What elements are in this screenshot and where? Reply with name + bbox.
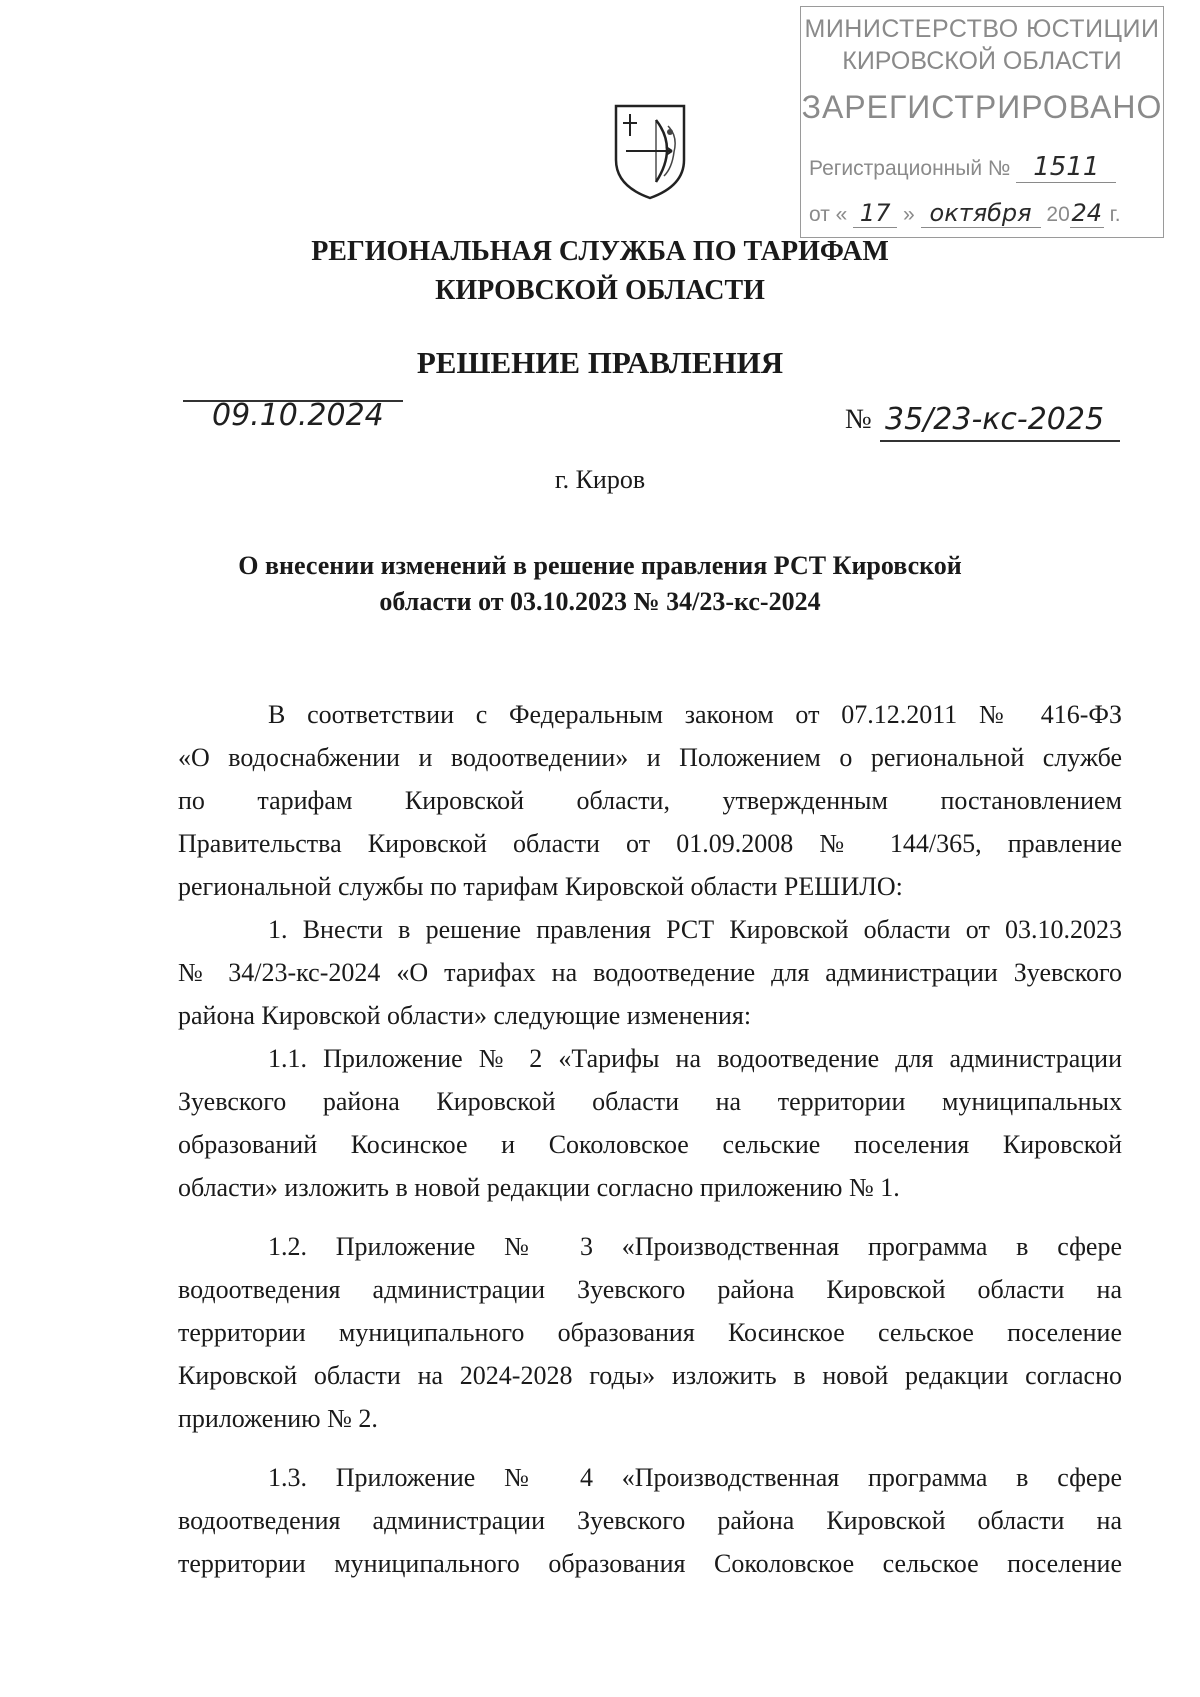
text-line: территории муниципального образования Косинское сельское поселение	[178, 1318, 1122, 1347]
text-line: 1.2. Приложение № 3 «Производственная программа в сфере	[268, 1232, 1122, 1261]
stamp-registration-number-row	[809, 152, 1116, 183]
paragraph-item-1-2	[178, 1225, 1122, 1440]
decision-date: 09.10.2024	[212, 398, 384, 433]
coat-of-arms-icon	[612, 102, 688, 202]
text-line: по тарифам Кировской области, утвержденным постановлением	[178, 786, 1122, 815]
stamp-date-year: 24	[1071, 199, 1103, 227]
text-line: водоотведения администрации Зуевского района Кировской области на	[178, 1506, 1122, 1535]
org-name-line-1: РЕГИОНАЛЬНАЯ СЛУЖБА ПО ТАРИФАМ	[311, 236, 889, 267]
stamp-date-prefix: от «	[809, 203, 848, 226]
text-line: «О водоснабжении и водоотведении» и Положением о региональной службе	[178, 743, 1122, 772]
org-name-line-2: КИРОВСКОЙ ОБЛАСТИ	[435, 275, 765, 306]
stamp-date-row	[809, 199, 1121, 228]
stamp-reg-number: 1511	[1016, 152, 1116, 183]
text-line: образований Косинское и Соколовское сельские поселения Кировской	[178, 1130, 1122, 1159]
number-underline	[880, 440, 1120, 442]
text-line: приложению № 2.	[178, 1404, 378, 1433]
subject-line-1: О внесении изменений в решение правления РСТ Кировской	[238, 551, 962, 580]
stamp-date-mid: »	[903, 203, 915, 226]
text-line: Кировской области на 2024-2028 годы» изложить в новой редакции согласно	[178, 1361, 1122, 1390]
stamp-date-day: 17	[853, 199, 897, 228]
text-line: территории муниципального образования Соколовское сельское поселение	[178, 1549, 1122, 1578]
text-line: водоотведения администрации Зуевского района Кировской области на	[178, 1275, 1122, 1304]
text-line: области» изложить в новой редакции согласно приложению № 1.	[178, 1173, 900, 1202]
number-sign: №	[845, 404, 872, 435]
text-line: района Кировской области» следующие изменения:	[178, 1001, 752, 1030]
paragraph-item-1	[178, 908, 1122, 1037]
decision-number: 35/23-кс-2025	[885, 402, 1105, 437]
paragraph-item-1-3	[178, 1456, 1122, 1585]
subject-line-2: области от 03.10.2023 № 34/23-кс-2024	[379, 587, 821, 616]
text-line: 1. Внести в решение правления РСТ Кировской области от 03.10.2023	[268, 915, 1122, 944]
registration-stamp	[800, 6, 1164, 238]
stamp-reg-label: Регистрационный №	[809, 157, 1011, 180]
city-name: г. Киров	[554, 465, 646, 494]
document-subject	[0, 548, 1200, 620]
stamp-region-line: КИРОВСКОЙ ОБЛАСТИ	[842, 47, 1122, 75]
text-line: региональной службы по тарифам Кировской области РЕШИЛО:	[178, 872, 903, 901]
document-body	[178, 693, 1122, 1585]
paragraph-item-1-1	[178, 1037, 1122, 1209]
text-line: № 34/23-кс-2024 «О тарифах на водоотведение для администрации Зуевского	[178, 958, 1122, 987]
stamp-date-year-prefix: 20	[1046, 203, 1070, 226]
text-line: 1.1. Приложение № 2 «Тарифы на водоотведение для администрации	[268, 1044, 1122, 1073]
text-line: 1.3. Приложение № 4 «Производственная программа в сфере	[268, 1463, 1122, 1492]
paragraph-preamble	[178, 693, 1122, 908]
text-line: Правительства Кировской области от 01.09.2008 № 144/365, правление	[178, 829, 1122, 858]
stamp-ministry-line: МИНИСТЕРСТВО ЮСТИЦИИ	[804, 15, 1160, 43]
stamp-date-suffix: г.	[1109, 203, 1121, 226]
text-line: В соответствии с Федеральным законом от 07.12.2011 № 416-ФЗ	[268, 700, 1122, 729]
stamp-registered-line: ЗАРЕГИСТРИРОВАНО	[801, 89, 1163, 125]
text-line: Зуевского района Кировской области на территории муниципальных	[178, 1087, 1122, 1116]
document-type-title: РЕШЕНИЕ ПРАВЛЕНИЯ	[416, 345, 784, 380]
stamp-date-month: октября	[921, 199, 1041, 228]
